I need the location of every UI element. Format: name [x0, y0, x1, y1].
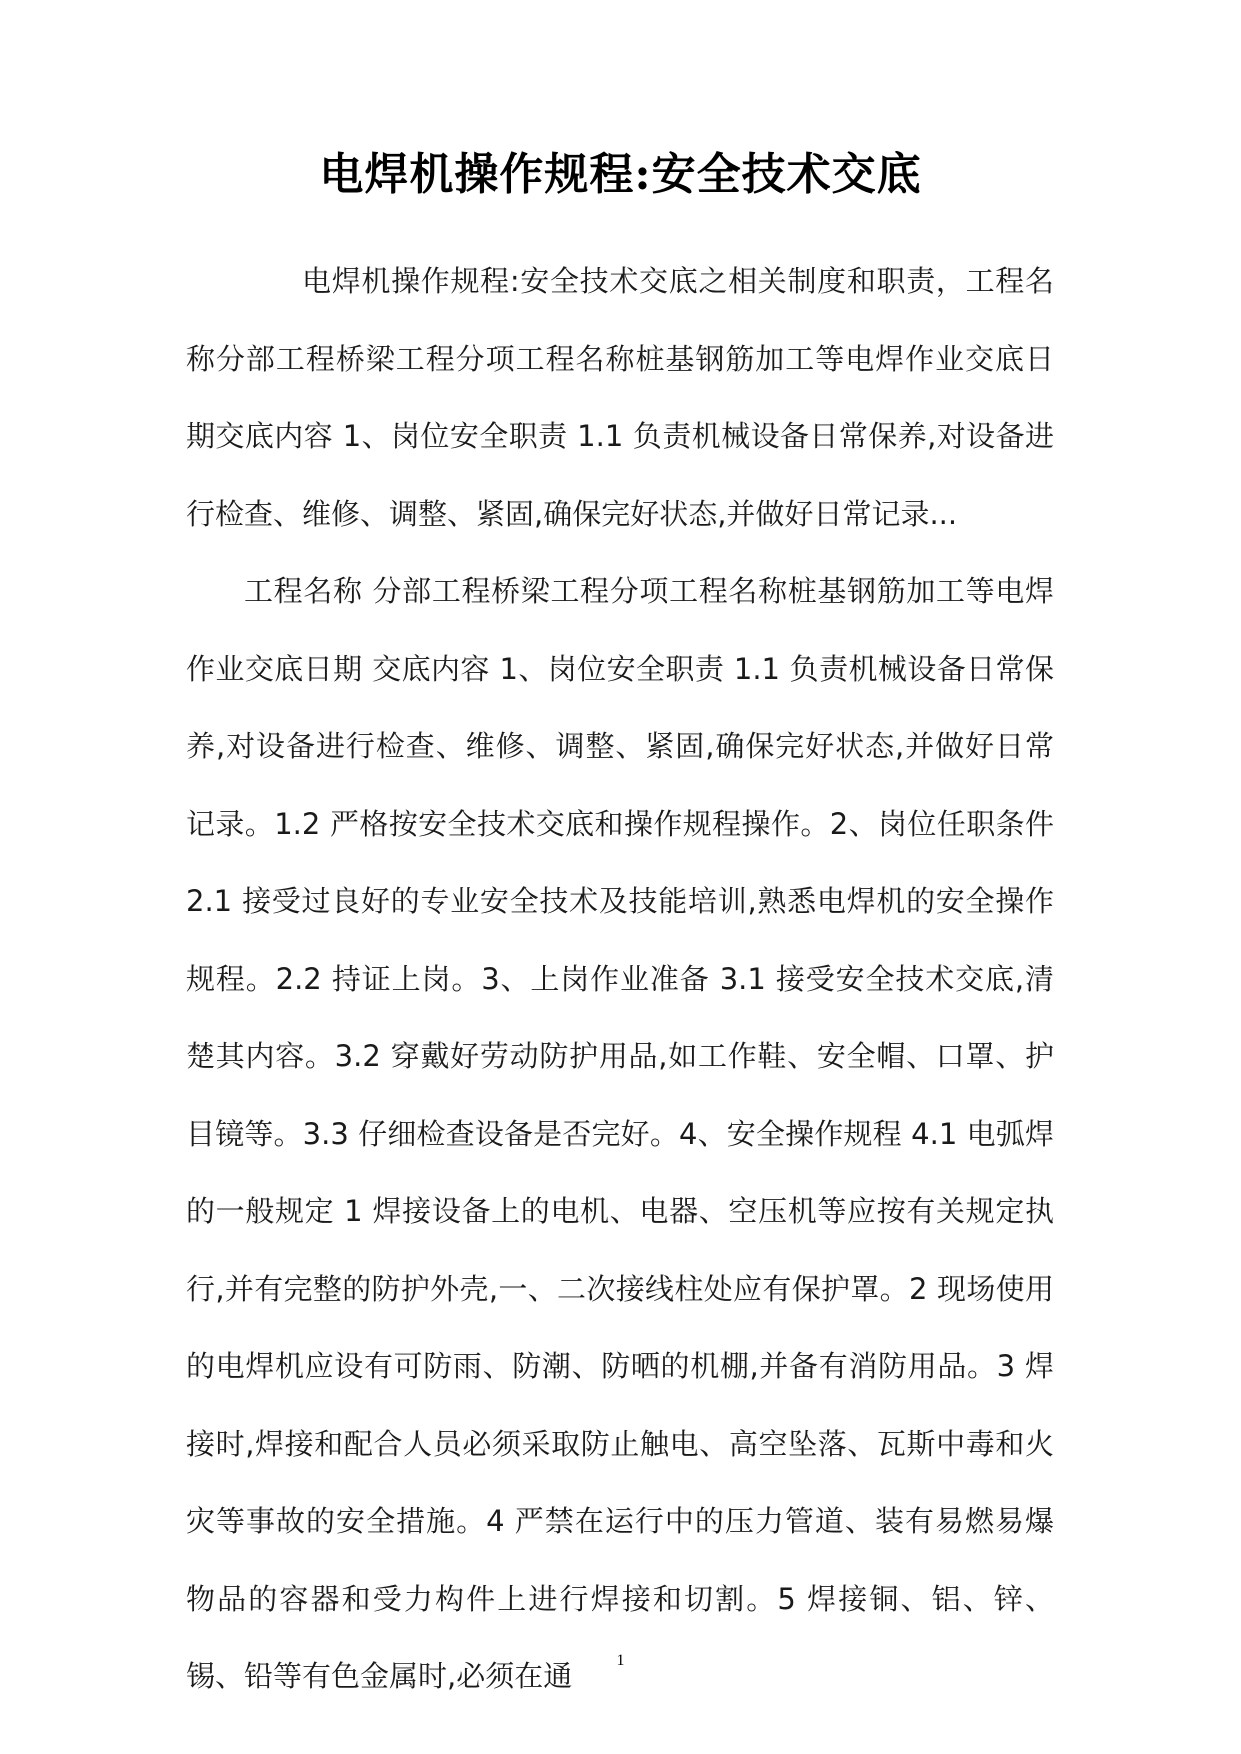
body-paragraph: 工程名称 分部工程桥梁工程分项工程名称桩基钢筋加工等电焊作业交底日期 交底内容 1、岗位安全职责 1.1 负责机械设备日常保养,对设备进行检查、维修、调整、紧固,确保完好状态,并做好日常记录。1.2 严格按安全技术交底和操作规程操作。2、岗位任职条件 2.1 接受过良好的专业安全技术及技能培训,熟悉电焊机的安全操作规程。2.2 持证上岗。3、上岗作业准备 3.1 接受安全技术交底,清楚其内容。3.2 穿戴好劳动防护用品,如工作鞋、安全帽、口罩、护目镜等。3.3 仔细检查设备是否完好。4、安全操作规程 4.1 电弧焊的一般规定 1 焊接设备上的电机、电器、空压机等应按有关规定执行,并有完整的防护外壳,一、二次接线柱处应有保护罩。2 现场使用的电焊机应设有可防雨、防潮、防晒的机棚,并备有消防用品。3 焊接时,焊接和配合人员必须采取防止触电、高空坠落、瓦斯中毒和火灾等事故的安全措施。4 严禁在运行中的压力管道、装有易燃易爆物品的容器和受力构件上进行焊接和切割。5 焊接铜、铝、锌、锡、铅等有色金属时,必须在通 — [186, 574, 1054, 1693]
document-title: 电焊机操作规程:安全技术交底 — [319, 149, 922, 200]
page-number: 1 — [616, 1652, 625, 1669]
intro-paragraph: 电焊机操作规程:安全技术交底之相关制度和职责，工程名称分部工程桥梁工程分项工程名称桩基钢筋加工等电焊作业交底日期交底内容 1、岗位安全职责 1.1 负责机械设备日常保养,对设备进行检查、维修、调整、紧固,确保完好状态,并做好日常记录... — [186, 264, 1054, 531]
